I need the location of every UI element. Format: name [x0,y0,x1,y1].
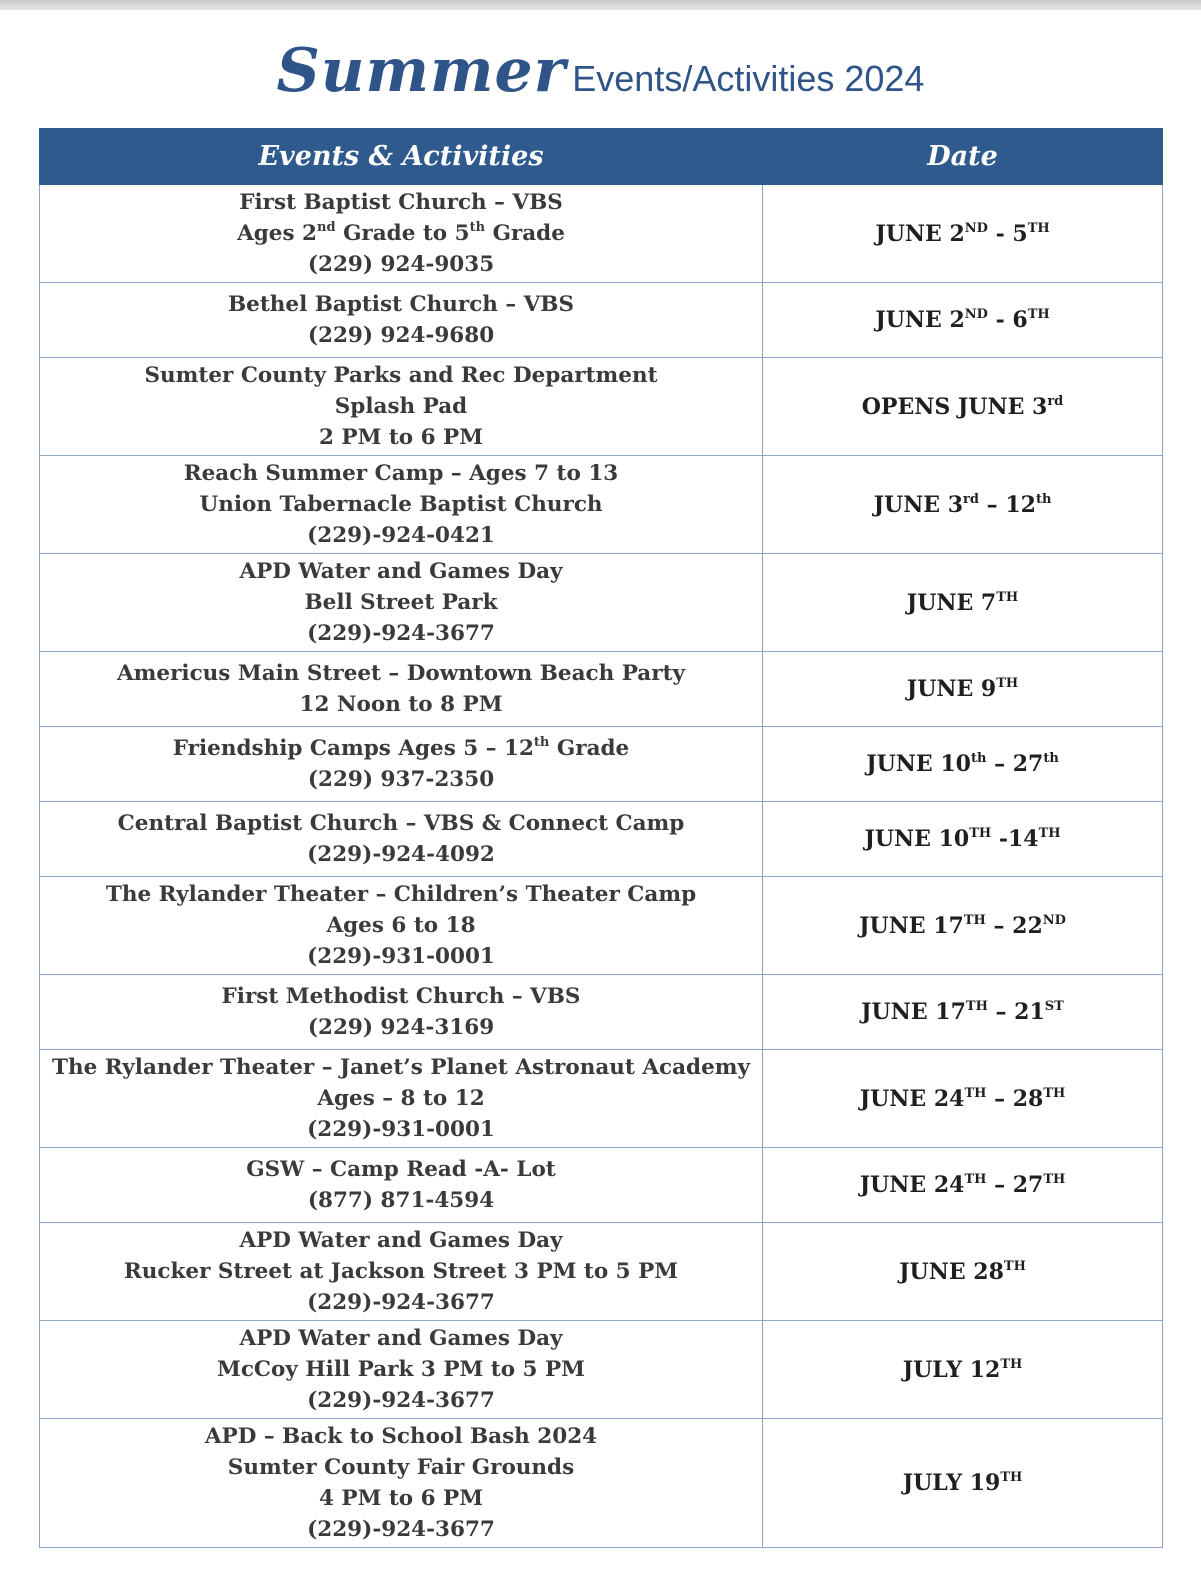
event-line [50,981,752,1012]
ordinal-suffix: TH [1043,1172,1066,1187]
ordinal-suffix: TH [969,826,992,841]
event-date-cell [763,1223,1163,1321]
event-line [50,1354,752,1385]
text-segment: JUNE 10 [866,751,971,777]
event-line [50,733,752,764]
event-activity-cell [40,1419,763,1548]
events-table-body [40,185,1163,1548]
text-segment: (229) 937-2350 [307,767,495,792]
event-activity-cell [40,456,763,554]
event-date-cell [763,456,1163,554]
text-segment: (229) 924-9680 [307,323,495,348]
text-segment: JUNE 2 [875,307,965,333]
ordinal-suffix: th [469,220,486,235]
table-row [40,358,1163,456]
event-date-cell [763,1050,1163,1148]
text-segment: APD Water and Games Day [239,1326,563,1351]
ordinal-suffix: TH [996,589,1019,605]
event-date-cell [763,1321,1163,1419]
event-line [50,1385,752,1416]
event-activity-cell [40,877,763,975]
table-row [40,652,1163,727]
text-segment: 12 Noon to 8 PM [299,692,503,717]
text-segment: Americus Main Street – Downtown Beach Party [116,661,685,686]
ordinal-suffix: TH [964,1172,987,1187]
text-segment: Sumter County Fair Grounds [227,1455,575,1480]
event-line [50,1185,752,1216]
event-line [50,689,752,720]
text-segment: McCoy Hill Park 3 PM to 5 PM [217,1357,585,1382]
text-segment: – 22 [985,912,1043,939]
ordinal-suffix: TH [964,1085,987,1101]
event-date-cell [763,802,1163,877]
event-date-cell [763,358,1163,456]
text-segment: (229) 924-3169 [307,1015,495,1040]
event-line [50,458,752,489]
text-segment: The Rylander Theater – Children’s Theater Camp [105,882,697,907]
event-line [50,249,752,280]
ordinal-suffix: ND [1042,912,1066,928]
event-line [50,1514,752,1545]
text-segment: 4 PM to 6 PM [318,1486,484,1511]
table-row [40,877,1163,975]
event-line [50,289,752,320]
title-subtitle: Events/Activities 2024 [572,58,925,99]
table-row [40,1321,1163,1419]
ordinal-suffix: TH [1027,307,1050,322]
text-segment: (229) 924-9035 [307,252,495,277]
text-segment: Ages – 8 to 12 [317,1086,485,1111]
event-date-cell [763,1419,1163,1548]
ordinal-suffix: TH [1003,1258,1026,1274]
event-line [50,1225,752,1256]
event-activity-cell [40,1148,763,1223]
text-segment: Friendship Camps Ages 5 – 12 [172,736,534,761]
event-line [50,910,752,941]
text-segment: (229)-924-4092 [307,842,495,867]
event-line [50,1154,752,1185]
text-segment: JUNE 28 [899,1258,1004,1285]
ordinal-suffix: th [1043,751,1059,766]
event-line [50,1287,752,1318]
ordinal-suffix: ND [964,307,988,322]
top-border-strip [0,0,1201,10]
events-table [39,128,1163,1548]
ordinal-suffix: nd [317,220,336,235]
event-line [50,1323,752,1354]
text-segment: JULY 19 [902,1470,1001,1496]
event-line [50,658,752,689]
ordinal-suffix: TH [1038,826,1061,841]
text-segment: APD Water and Games Day [239,1228,563,1253]
event-line [50,1452,752,1483]
text-segment: JUNE 17 [861,999,966,1025]
event-date-cell [763,1148,1163,1223]
text-segment: First Methodist Church – VBS [221,984,581,1009]
event-line [50,360,752,391]
text-segment: -14 [991,826,1039,852]
table-row [40,185,1163,283]
table-row [40,1148,1163,1223]
event-activity-cell [40,1223,763,1321]
text-segment: (229)-931-0001 [307,1117,495,1142]
table-row [40,727,1163,802]
event-line [50,808,752,839]
ordinal-suffix: th [1035,491,1052,507]
event-line [50,187,752,218]
table-row [40,1419,1163,1548]
event-date-cell [763,877,1163,975]
ordinal-suffix: TH [1043,1085,1066,1101]
table-row [40,554,1163,652]
page-title [0,36,1201,106]
event-date-cell [763,185,1163,283]
text-segment: Ages 2 [237,221,318,246]
text-segment: Reach Summer Camp – Ages 7 to 13 [183,461,619,486]
text-segment: (229)-924-3677 [307,621,495,646]
text-segment: JUNE 24 [859,1172,965,1198]
text-segment: JUNE 9 [906,676,997,702]
event-line [50,1114,752,1145]
text-segment: - 6 [987,307,1028,333]
text-segment: (229)-924-0421 [307,523,495,548]
ordinal-suffix: th [533,735,550,750]
text-segment: First Baptist Church – VBS [239,190,563,215]
text-segment: (877) 871-4594 [307,1188,495,1213]
event-date-cell [763,652,1163,727]
table-row [40,283,1163,358]
table-header-row [40,129,1163,185]
text-segment: JUNE 24 [859,1085,965,1112]
text-segment: Bell Street Park [304,590,498,615]
ordinal-suffix: th [970,751,987,766]
ordinal-suffix: ST [1044,999,1064,1014]
ordinal-suffix: ND [964,220,988,236]
text-segment: Rucker Street at Jackson Street 3 PM to 5 PM [123,1259,679,1284]
text-segment: Union Tabernacle Baptist Church [199,492,603,517]
event-activity-cell [40,554,763,652]
event-date-cell [763,975,1163,1050]
event-date-cell [763,283,1163,358]
event-activity-cell [40,358,763,456]
event-line [50,618,752,649]
event-line [50,941,752,972]
ordinal-suffix: rd [963,491,979,507]
event-date-cell [763,727,1163,802]
event-line [50,422,752,453]
event-line [50,1483,752,1514]
text-segment: (229)-924-3677 [307,1388,495,1413]
ordinal-suffix: TH [1000,1470,1023,1485]
text-segment: Grade [549,736,630,761]
event-line [50,839,752,870]
text-segment: Grade [485,221,565,246]
title-script-word: Summer [276,36,567,106]
event-date-cell [763,554,1163,652]
ordinal-suffix: TH [965,999,988,1014]
text-segment: GSW – Camp Read -A- Lot [246,1157,556,1182]
text-segment: The Rylander Theater – Janet’s Planet Astronaut Academy [52,1055,750,1080]
text-segment: Bethel Baptist Church – VBS [227,292,575,317]
event-activity-cell [40,652,763,727]
text-segment: APD – Back to School Bash 2024 [204,1424,598,1449]
text-segment: APD Water and Games Day [239,559,563,584]
event-activity-cell [40,185,763,283]
text-segment: - 5 [987,220,1028,247]
text-segment: (229)-931-0001 [307,944,495,969]
ordinal-suffix: rd [1047,393,1064,409]
event-activity-cell [40,802,763,877]
text-segment: – 27 [986,1172,1044,1198]
ordinal-suffix: TH [996,676,1019,691]
text-segment: Sumter County Parks and Rec Department [144,363,658,388]
event-line [50,587,752,618]
text-segment: – 27 [986,751,1044,777]
ordinal-suffix: TH [1027,220,1050,236]
event-line [50,556,752,587]
event-activity-cell [40,1321,763,1419]
ordinal-suffix: TH [1000,1356,1023,1372]
text-segment: – 28 [986,1085,1044,1112]
event-line [50,391,752,422]
text-segment: – 12 [979,491,1036,518]
event-activity-cell [40,975,763,1050]
event-line [50,764,752,795]
text-segment: JUNE 10 [864,826,970,852]
text-segment: JULY 12 [902,1356,1001,1383]
text-segment: OPENS JUNE 3 [861,393,1048,420]
text-segment: – 21 [987,999,1045,1025]
event-line [50,1052,752,1083]
event-line [50,520,752,551]
header-date: Date [763,129,1163,185]
event-line [50,1256,752,1287]
text-segment: (229)-924-3677 [307,1290,495,1315]
event-line [50,489,752,520]
text-segment: JUNE 2 [875,220,965,247]
text-segment: (229)-924-3677 [307,1517,495,1542]
table-row [40,456,1163,554]
event-activity-cell [40,727,763,802]
text-segment: JUNE 3 [873,491,964,518]
text-segment: Ages 6 to 18 [326,913,476,938]
ordinal-suffix: TH [963,912,986,928]
event-line [50,320,752,351]
text-segment: 2 PM to 6 PM [318,425,484,450]
event-activity-cell [40,1050,763,1148]
text-segment: Central Baptist Church – VBS & Connect Camp [117,811,685,836]
text-segment: Grade to 5 [335,221,470,246]
event-line [50,879,752,910]
event-activity-cell [40,283,763,358]
text-segment: Splash Pad [334,394,468,419]
header-events-activities: Events & Activities [40,129,763,185]
table-row [40,975,1163,1050]
event-line [50,218,752,249]
text-segment: JUNE 7 [906,589,997,616]
table-row [40,1223,1163,1321]
event-line [50,1083,752,1114]
table-row [40,1050,1163,1148]
text-segment: JUNE 17 [859,912,964,939]
event-line [50,1421,752,1452]
event-line [50,1012,752,1043]
table-row [40,802,1163,877]
